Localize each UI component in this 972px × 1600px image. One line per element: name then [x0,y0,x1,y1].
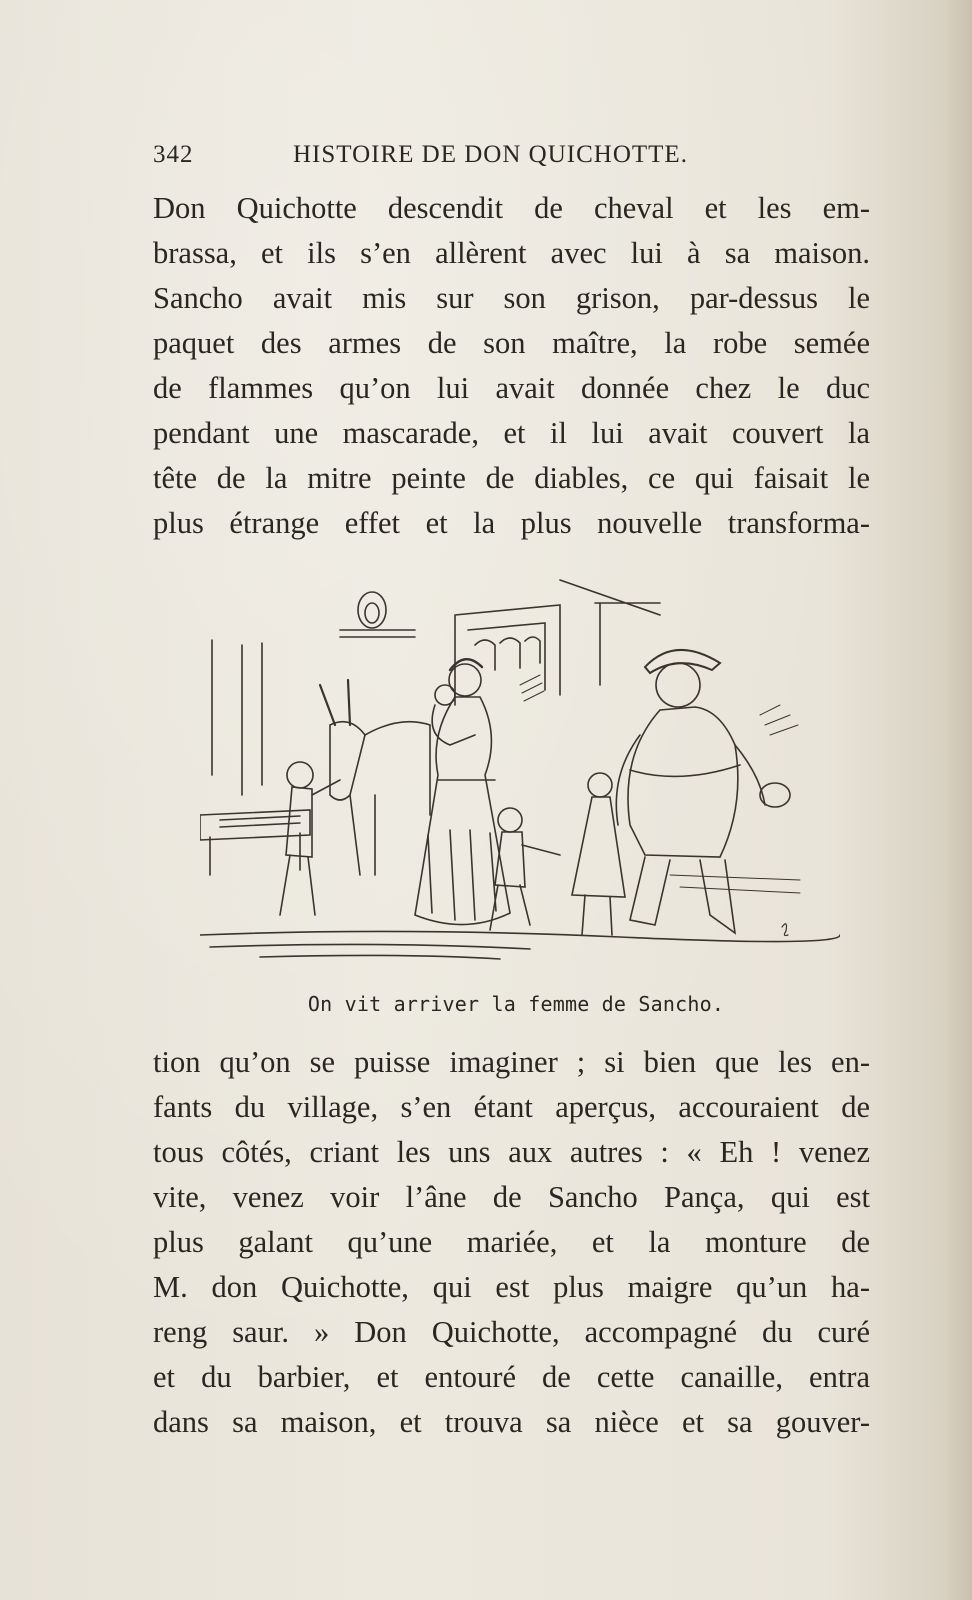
text-line: Sancho avait mis sur son grison, par-dessus le [153,281,870,315]
text-line: fants du village, s’en étant aperçus, accouraient de [153,1090,870,1124]
text-line: pendant une mascarade, et il lui avait couvert la [153,416,870,450]
illustration-caption [0,992,972,1016]
text-line: tous côtés, criant les uns aux autres : « Eh ! venez [153,1135,870,1169]
text-line: plus étrange effet et la plus nouvelle transforma- [153,506,870,540]
text-line: tête de la mitre peinte de diables, ce qui faisait le [153,461,870,495]
running-title: HISTOIRE DE DON QUICHOTTE. [293,141,688,168]
text-line: et du barbier, et entouré de cette canaille, entra [153,1360,870,1394]
text-line: dans sa maison, et trouva sa nièce et sa gouver- [153,1405,870,1439]
text-line: Don Quichotte descendit de cheval et les em- [153,191,870,225]
text-line: paquet des armes de son maître, la robe semée [153,326,870,360]
text-line: tion qu’on se puisse imaginer ; si bien que les en- [153,1045,870,1079]
text-line: vite, venez voir l’âne de Sancho Pança, qui est [153,1180,870,1214]
text-line: brassa, et ils s’en allèrent avec lui à sa maison. [153,236,870,270]
page-number: 342 [153,141,194,168]
text-line: plus galant qu’une mariée, et la monture de [153,1225,870,1259]
text-line: M. don Quichotte, qui est plus maigre qu’un ha- [153,1270,870,1304]
paragraph-bottom [153,1040,870,1445]
text-line: reng saur. » Don Quichotte, accompagné du curé [153,1315,870,1349]
engraving-illustration [200,575,840,975]
caption-text: On vit arriver la femme de Sancho. [307,992,725,1016]
paragraph-top [153,186,870,546]
text-line: de flammes qu’on lui avait donnée chez le duc [153,371,870,405]
running-header [153,141,870,175]
